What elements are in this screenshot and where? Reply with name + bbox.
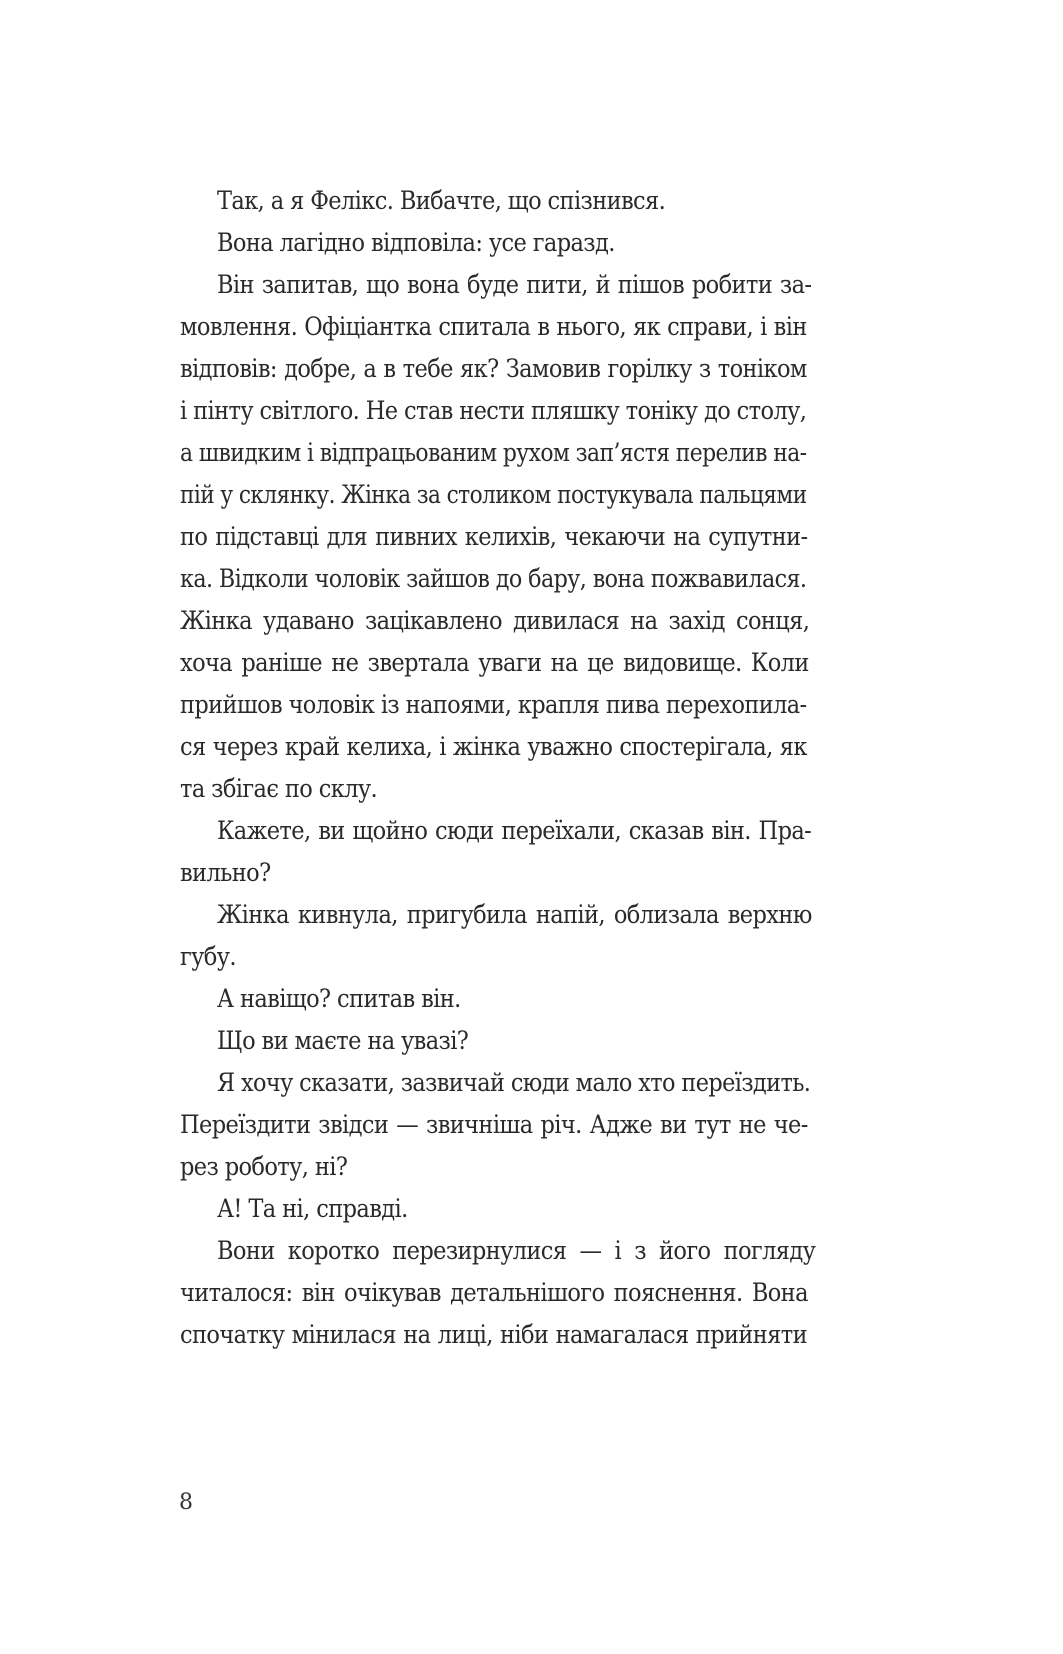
text-line: мовлення. Офіціантка спитала в нього, як справи, і він	[180, 312, 807, 341]
paragraph	[180, 1020, 880, 1062]
paragraph	[180, 894, 880, 978]
paragraph	[180, 810, 880, 894]
text-line: Жінка кивнула, пригубила напій, облизала верхню	[217, 900, 812, 929]
text-line: Так, а я Фелікс. Вибачте, що спізнився.	[217, 186, 666, 215]
text-line: Вони коротко перезирнулися — і з його погляду	[217, 1236, 816, 1265]
text-line: вильно?	[180, 858, 271, 887]
text-line: губу.	[180, 942, 236, 971]
text-line: та збігає по склу.	[180, 774, 378, 803]
text-line: Я хочу сказати, зазвичай сюди мало хто переїздить.	[217, 1068, 811, 1097]
text-line: Жінка удавано зацікавлено дивилася на захід сонця,	[180, 606, 810, 635]
text-line: Переїздити звідси — звичніша річ. Адже ви тут не че-	[180, 1110, 808, 1139]
text-line: рез роботу, ні?	[180, 1152, 348, 1181]
text-line: ка. Відколи чоловік зайшов до бару, вона пожвавилася.	[180, 564, 807, 593]
text-line: прийшов чоловік із напоями, крапля пива перехопила-	[180, 690, 807, 719]
paragraph	[180, 1062, 880, 1188]
text-line: Вона лагідно відповіла: усе гаразд.	[217, 228, 615, 257]
paragraph	[180, 264, 880, 810]
text-line: А! Та ні, справді.	[217, 1194, 408, 1223]
page-number: 8	[179, 1490, 193, 1515]
text-line: по підставці для пивних келихів, чекаючи на супутни-	[180, 522, 808, 551]
text-line: ся через край келиха, і жінка уважно спостерігала, як	[180, 732, 807, 761]
text-line: Він запитав, що вона буде пити, й пішов робити за-	[217, 270, 812, 299]
text-line: хоча раніше не звертала уваги на це видовище. Коли	[180, 648, 809, 677]
text-line: А навіщо? спитав він.	[217, 984, 461, 1013]
paragraph	[180, 180, 880, 222]
paragraph	[180, 978, 880, 1020]
text-line: читалося: він очікував детальнішого пояснення. Вона	[180, 1278, 808, 1307]
paragraph	[180, 1188, 880, 1230]
text-line: Що ви маєте на увазі?	[217, 1026, 469, 1055]
text-line: пій у склянку. Жінка за столиком постукувала пальцями	[180, 480, 807, 509]
text-line: Кажете, ви щойно сюди переїхали, сказав він. Пра-	[217, 816, 812, 845]
text-line: відповів: добре, а в тебе як? Замовив горілку з тоніком	[180, 354, 807, 383]
paragraph	[180, 222, 880, 264]
text-line: спочатку мінилася на лиці, ніби намагалася прийняти	[180, 1320, 807, 1349]
body-text	[180, 180, 880, 1356]
text-line: а швидким і відпрацьованим рухом зап’ястя перелив на-	[180, 438, 807, 467]
paragraph	[180, 1230, 880, 1356]
text-line: і пінту світлого. Не став нести пляшку тоніку до столу,	[180, 396, 807, 425]
